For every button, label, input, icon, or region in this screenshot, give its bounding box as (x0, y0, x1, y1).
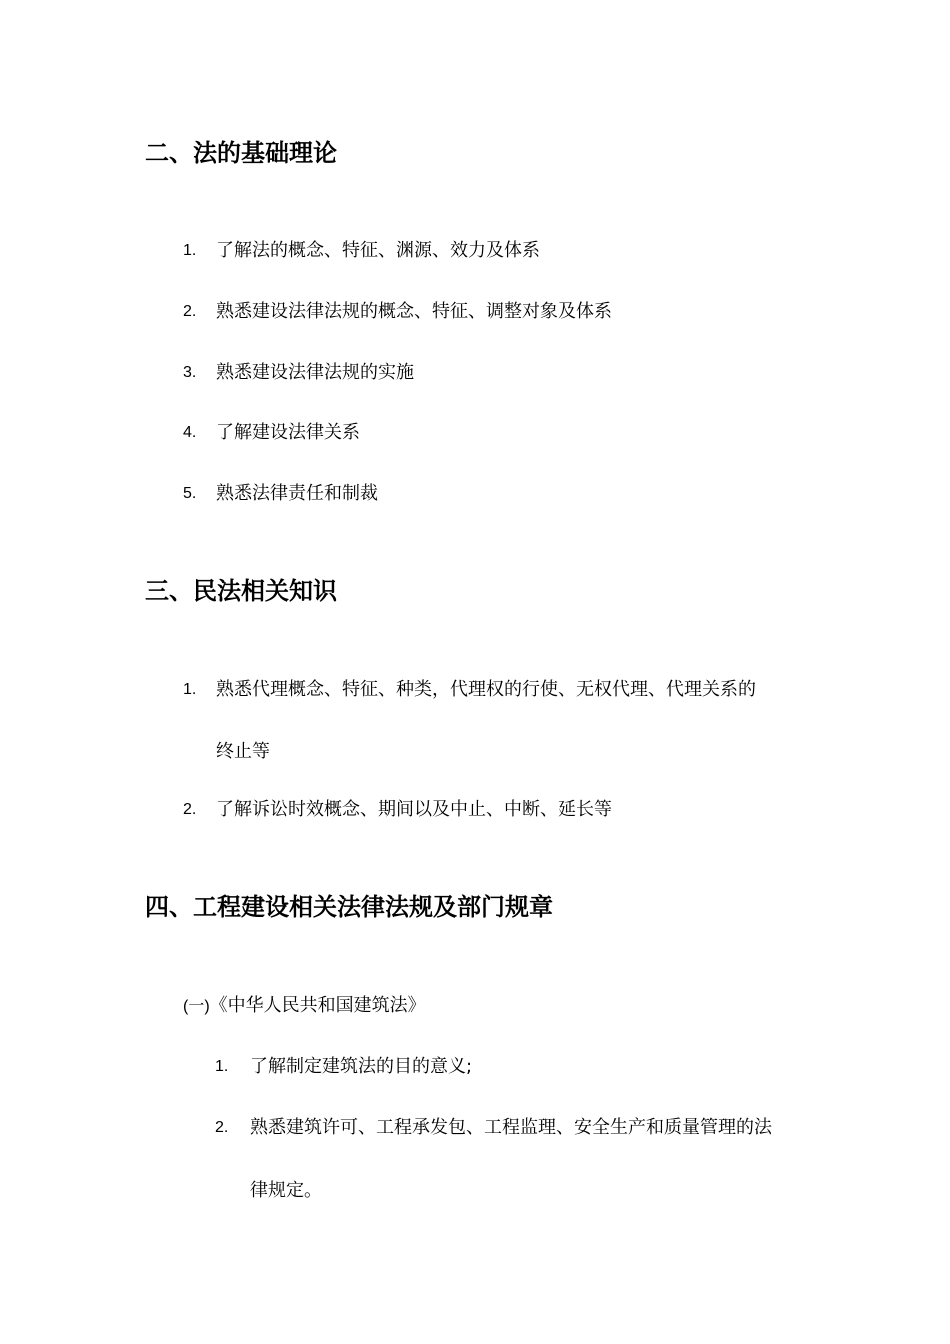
list-text: 熟悉代理概念、特征、种类，代理权的行使、无权代理、代理关系的 (216, 679, 756, 700)
list-number: 1. (215, 1058, 229, 1075)
subsection-name: 《中华人民共和国建筑法》 (209, 995, 426, 1016)
section-heading-4: 四、工程建设相关法律法规及部门规章 (145, 893, 553, 921)
list-number: 4. (183, 424, 197, 441)
list-text: 了解诉讼时效概念、期间以及中止、中断、延长等 (216, 799, 612, 820)
list-item (183, 421, 823, 445)
list-item (183, 361, 823, 385)
list-number: 3. (183, 364, 197, 381)
list-text: 熟悉建筑许可、工程承发包、工程监理、安全生产和质量管理的法 (250, 1117, 772, 1138)
list-number: 2. (215, 1119, 229, 1136)
list-text-continuation: 律规定。 (250, 1180, 322, 1201)
list-item (215, 1055, 825, 1079)
list-number: 1. (183, 242, 197, 259)
list-text: 了解制定建筑法的目的意义; (250, 1056, 473, 1077)
subsection-title (183, 994, 426, 1019)
list-item (183, 678, 823, 702)
list-item (183, 482, 823, 506)
list-item (183, 300, 823, 324)
list-number: 2. (183, 801, 197, 818)
subsection-marker: (一) (183, 998, 210, 1015)
list-text: 了解法的概念、特征、渊源、效力及体系 (216, 240, 540, 261)
section-heading-3: 三、民法相关知识 (145, 577, 337, 605)
list-number: 1. (183, 681, 197, 698)
list-text: 熟悉建设法律法规的概念、特征、调整对象及体系 (216, 301, 612, 322)
list-item (183, 798, 823, 822)
list-text: 熟悉法律责任和制裁 (216, 483, 378, 504)
list-item (183, 239, 823, 263)
list-text: 熟悉建设法律法规的实施 (216, 362, 414, 383)
section-heading-2: 二、法的基础理论 (145, 139, 337, 167)
list-item (215, 1116, 825, 1140)
list-text-continuation: 终止等 (216, 741, 270, 762)
list-text: 了解建设法律关系 (216, 422, 360, 443)
list-number: 2. (183, 303, 197, 320)
list-number: 5. (183, 485, 197, 502)
